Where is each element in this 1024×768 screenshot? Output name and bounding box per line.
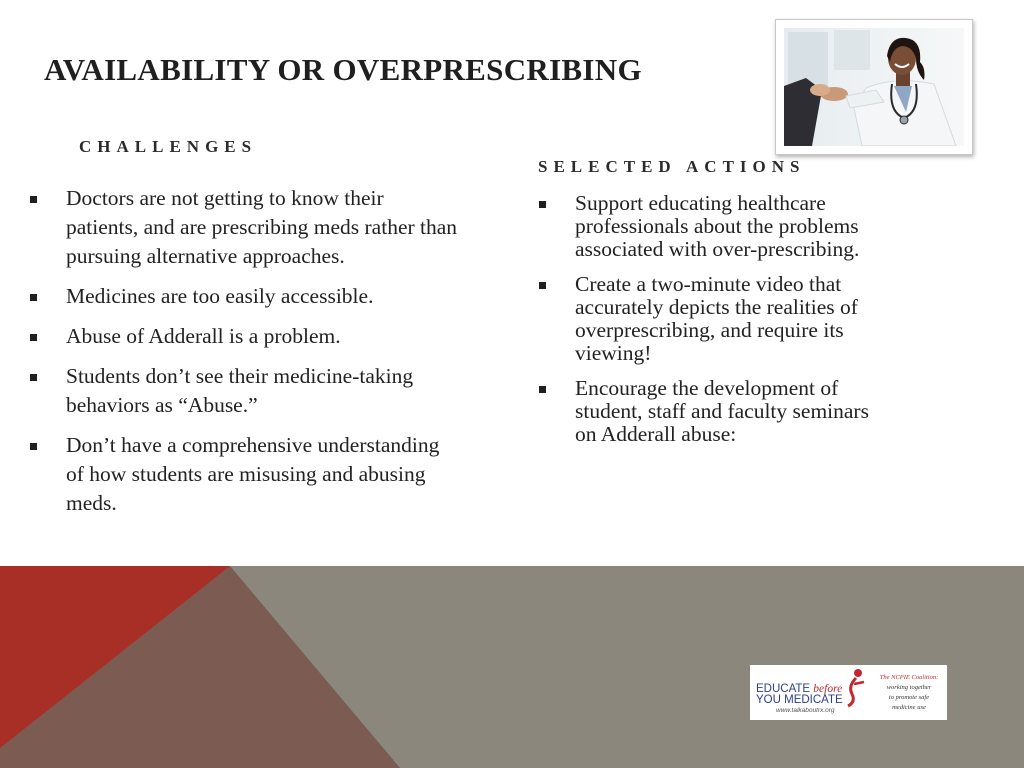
bullet-square-icon <box>30 294 37 301</box>
bullet-square-icon <box>30 443 37 450</box>
bullet-square-icon <box>30 334 37 341</box>
bullet-square-icon <box>539 201 546 208</box>
actions-list <box>539 192 889 458</box>
challenges-heading: CHALLENGES <box>79 137 258 156</box>
person-figure-icon <box>842 668 868 708</box>
list-item: Support educating healthcare professionals about the problems associated with over-prescribing. <box>539 192 889 261</box>
list-item: Abuse of Adderall is a problem. <box>30 322 460 351</box>
bullet-square-icon <box>539 386 546 393</box>
doctor-photo <box>775 19 973 155</box>
list-item: Don’t have a comprehensive understanding of how students are misusing and abusing meds. <box>30 431 460 518</box>
list-item: Encourage the development of student, staff and faculty seminars on Adderall abuse: <box>539 377 889 446</box>
bullet-square-icon <box>30 196 37 203</box>
list-item: Create a two-minute video that accurately depicts the realities of overprescribing, and require its viewing! <box>539 273 889 365</box>
list-item: Medicines are too easily accessible. <box>30 282 460 311</box>
actions-heading: SELECTED ACTIONS <box>538 157 806 176</box>
slide-title: AVAILABILITY OR OVERPRESCRIBING <box>44 52 642 87</box>
doctor-handshake-image <box>784 28 964 146</box>
list-item: Doctors are not getting to know their patients, and are prescribing meds rather than pursuing alternative approaches. <box>30 184 460 271</box>
educate-before-you-medicate-logo: EDUCATE before YOU MEDICATE www.talkaboutrx.org The NCPIE Coalition: working together to promote safe medicine use <box>750 665 947 720</box>
bullet-square-icon <box>539 282 546 289</box>
list-item: Students don’t see their medicine-taking behaviors as “Abuse.” <box>30 362 460 420</box>
bullet-square-icon <box>30 374 37 381</box>
challenges-list <box>30 184 460 529</box>
